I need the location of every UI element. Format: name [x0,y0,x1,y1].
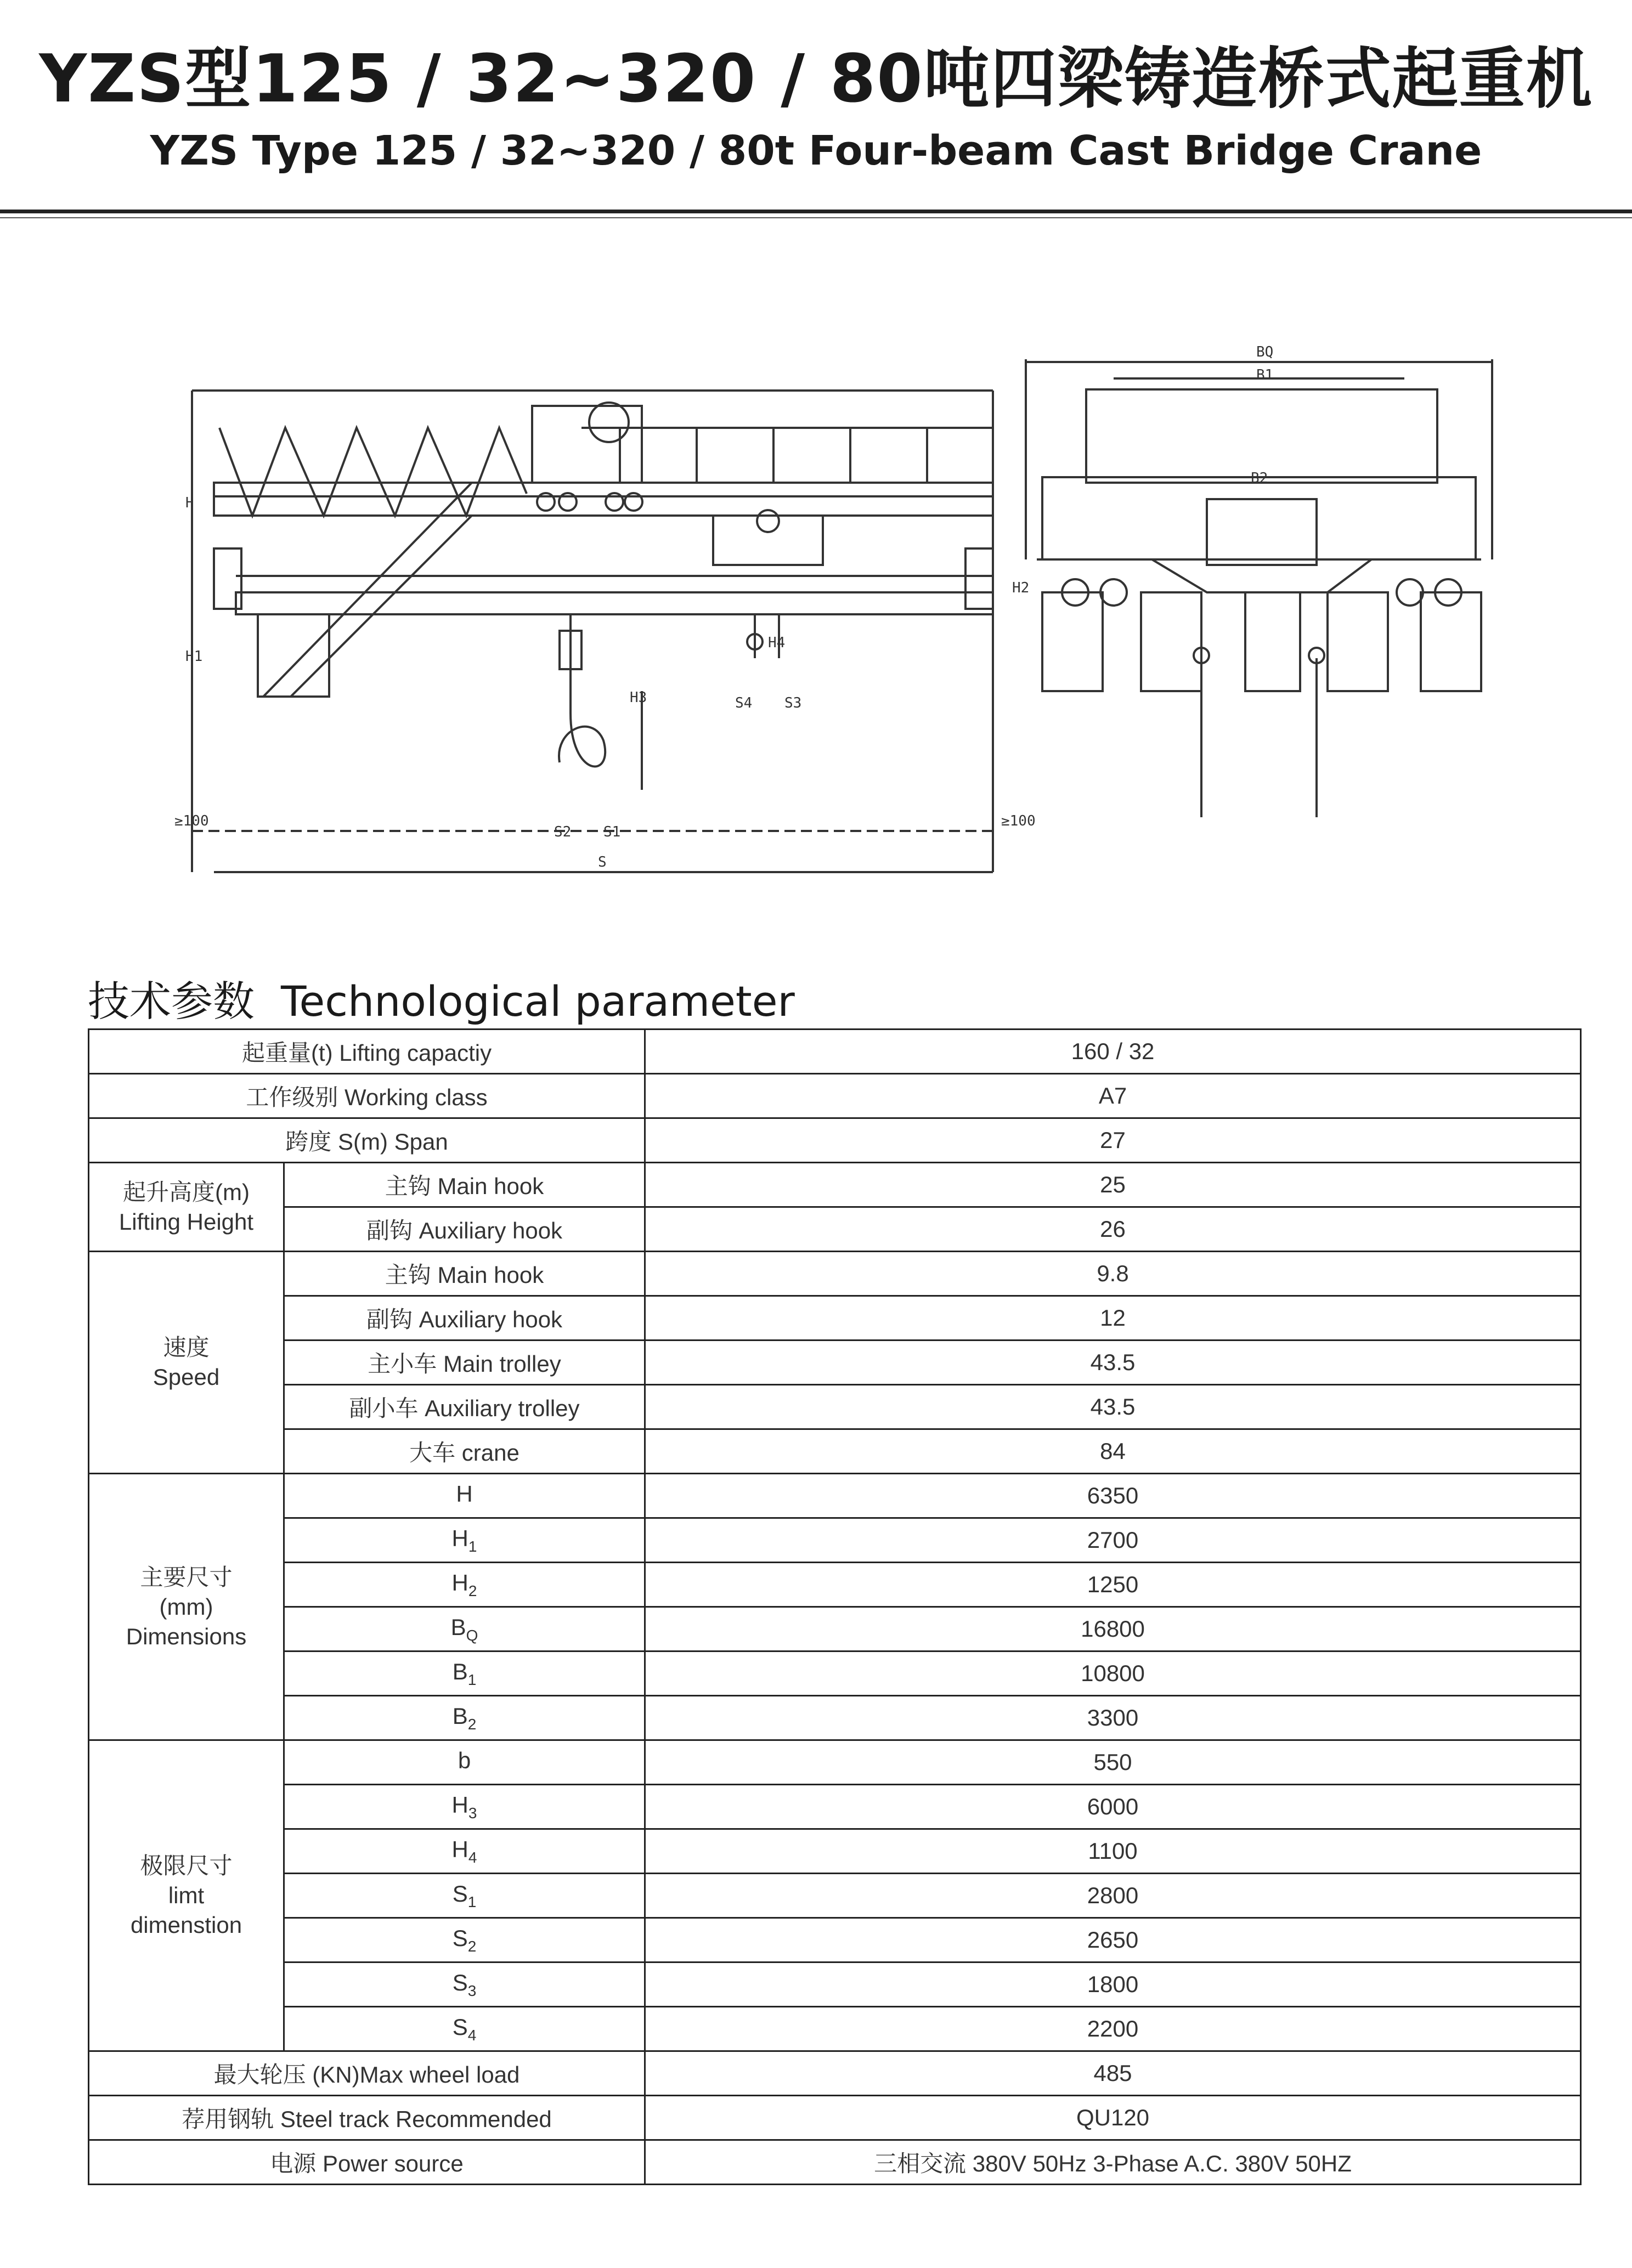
param-label: 起重量(t) Lifting capactiy [89,1030,645,1074]
group-label-line: 速度 [163,1334,210,1360]
label-h: H [185,495,194,511]
title-english: YZS Type 125 / 32~320 / 80t Four-beam Cast Bridge Crane [150,127,1482,174]
param-symbol: H [451,1525,468,1551]
group-label-line: 起升高度(m) [123,1179,250,1205]
param-value: 1100 [645,1829,1581,1874]
param-symbol: B [452,1658,468,1684]
label-bq: BQ [1256,344,1274,360]
group-label-line: 主要尺寸 [140,1564,233,1590]
group-label [89,1740,284,2051]
param-subscript: 2 [467,1937,477,1955]
param-label [284,1163,645,1207]
table-row [89,1607,1581,1651]
label-s2: S2 [554,824,572,840]
label-s1: S1 [603,824,621,840]
parameter-table [88,1028,1582,2185]
param-subscript: 3 [468,1804,477,1822]
param-value: 3300 [645,1696,1581,1740]
param-label [284,1563,645,1607]
label-b2: B2 [1251,470,1268,487]
param-subscript: 3 [467,1982,477,1999]
param-value: 2800 [645,1874,1581,1918]
table-row [89,1563,1581,1607]
table-row [89,1651,1581,1696]
param-symbol: S [452,1969,468,1995]
param-value: 1800 [645,1962,1581,2007]
label-h3: H3 [630,689,647,706]
table-row [89,1341,1581,1385]
label-left-clearance: ≥100 [174,813,209,829]
param-symbol: 副小车 Auxiliary trolley [349,1395,580,1421]
param-subscript: 1 [467,1671,477,1688]
param-symbol: 主钩 Main hook [385,1173,544,1199]
group-label-line: Speed [153,1364,220,1390]
param-label: 电源 Power source [89,2140,645,2185]
param-subscript: 1 [468,1537,477,1555]
table-row [89,1918,1581,1962]
param-value: 43.5 [645,1341,1581,1385]
param-value: 2650 [645,1918,1581,1962]
title-chinese: YZS型125 / 32~320 / 80吨四梁铸造桥式起重机 [39,41,1593,117]
label-b1: B1 [1256,367,1274,383]
crane-drawing [0,0,1632,932]
param-value: A7 [645,1074,1581,1118]
param-subscript: Q [466,1626,478,1644]
section-title-en: Technological parameter [281,977,795,1026]
param-value: 43.5 [645,1385,1581,1429]
table-row [89,1252,1581,1296]
table-row [89,1429,1581,1474]
param-label: 最大轮压 (KN)Max wheel load [89,2051,645,2096]
param-label [284,1962,645,2007]
table-row [89,1874,1581,1918]
section-title-cn: 技术参数 [88,977,255,1026]
table-row [89,2051,1581,2096]
param-label [284,1207,645,1252]
table-row [89,1074,1581,1118]
param-label [284,1252,645,1296]
param-symbol: H [451,1791,468,1818]
group-label-line: limt [168,1882,205,1908]
label-s3: S3 [784,695,802,711]
param-symbol: 副钩 Auxiliary hook [366,1218,563,1243]
param-label [284,1874,645,1918]
param-label [284,1474,645,1518]
table-row [89,1385,1581,1429]
param-symbol: H [451,1836,468,1862]
param-value: 26 [645,1207,1581,1252]
param-label: 工作级别 Working class [89,1074,645,1118]
table-row [89,1163,1581,1207]
group-label-line: (mm) [159,1593,213,1620]
param-label [284,2007,645,2051]
param-value: 160 / 32 [645,1030,1581,1074]
param-symbol: S [452,1925,468,1951]
param-label: 跨度 S(m) Span [89,1118,645,1163]
param-label [284,1829,645,1874]
table-row [89,1962,1581,2007]
table-row [89,2007,1581,2051]
table-row [89,2096,1581,2140]
group-label-line: Dimensions [126,1623,247,1649]
param-value: 485 [645,2051,1581,2096]
table-row [89,1740,1581,1785]
table-row [89,1696,1581,1740]
param-value: 27 [645,1118,1581,1163]
label-h1: H1 [185,648,203,665]
param-label [284,1607,645,1651]
label-h4: H4 [768,635,786,651]
param-value: 6000 [645,1785,1581,1829]
param-value: 16800 [645,1607,1581,1651]
parameter-table-body [89,1030,1581,2185]
table-row [89,1030,1581,1074]
param-subscript: 2 [468,1582,477,1599]
param-symbol: 主小车 Main trolley [368,1351,561,1377]
param-symbol: S [452,1880,468,1907]
group-label [89,1252,284,1474]
table-row [89,1207,1581,1252]
param-symbol: H [456,1480,473,1507]
param-value: 12 [645,1296,1581,1341]
label-s4: S4 [735,695,753,711]
param-value: 84 [645,1429,1581,1474]
param-value: 25 [645,1163,1581,1207]
table-row [89,1118,1581,1163]
param-value: 2200 [645,2007,1581,2051]
group-label-line: 极限尺寸 [140,1853,233,1879]
param-value: 三相交流 380V 50Hz 3-Phase A.C. 380V 50HZ [645,2140,1581,2185]
param-label [284,1296,645,1341]
param-value: 6350 [645,1474,1581,1518]
group-label [89,1474,284,1740]
param-symbol: H [451,1569,468,1596]
param-subscript: 4 [468,1848,477,1866]
group-label-line: dimenstion [130,1912,242,1938]
param-symbol: B [450,1614,466,1640]
param-value: 550 [645,1740,1581,1785]
param-symbol: B [452,1703,468,1729]
table-row [89,1474,1581,1518]
param-label [284,1740,645,1785]
param-symbol: 主钩 Main hook [385,1262,544,1288]
param-value: 10800 [645,1651,1581,1696]
table-row [89,1518,1581,1563]
param-symbol: 副钩 Auxiliary hook [366,1306,563,1332]
param-label [284,1785,645,1829]
param-symbol: 大车 crane [409,1440,519,1466]
param-value: 9.8 [645,1252,1581,1296]
front-elevation-view [192,391,993,872]
table-row [89,1829,1581,1874]
side-elevation-view [1026,359,1492,817]
group-label-line: Lifting Height [118,1208,254,1235]
param-value: 1250 [645,1563,1581,1607]
param-label [284,1341,645,1385]
param-label [284,1429,645,1474]
param-label [284,1696,645,1740]
table-row [89,1296,1581,1341]
param-subscript: 2 [467,1715,477,1733]
label-s: S [598,854,607,870]
param-label: 荐用钢轨 Steel track Recommended [89,2096,645,2140]
param-value: QU120 [645,2096,1581,2140]
param-label [284,1651,645,1696]
param-symbol: b [458,1747,471,1773]
section-title [88,968,821,1028]
param-label [284,1385,645,1429]
label-h2: H2 [1012,580,1030,596]
group-label [89,1163,284,1252]
param-subscript: 1 [467,1893,477,1910]
label-right-clearance: ≥100 [1001,813,1036,829]
param-value: 2700 [645,1518,1581,1563]
param-symbol: S [452,2014,468,2040]
table-row [89,2140,1581,2185]
param-label [284,1918,645,1962]
table-row [89,1785,1581,1829]
param-label [284,1518,645,1563]
param-subscript: 4 [467,2026,477,2044]
